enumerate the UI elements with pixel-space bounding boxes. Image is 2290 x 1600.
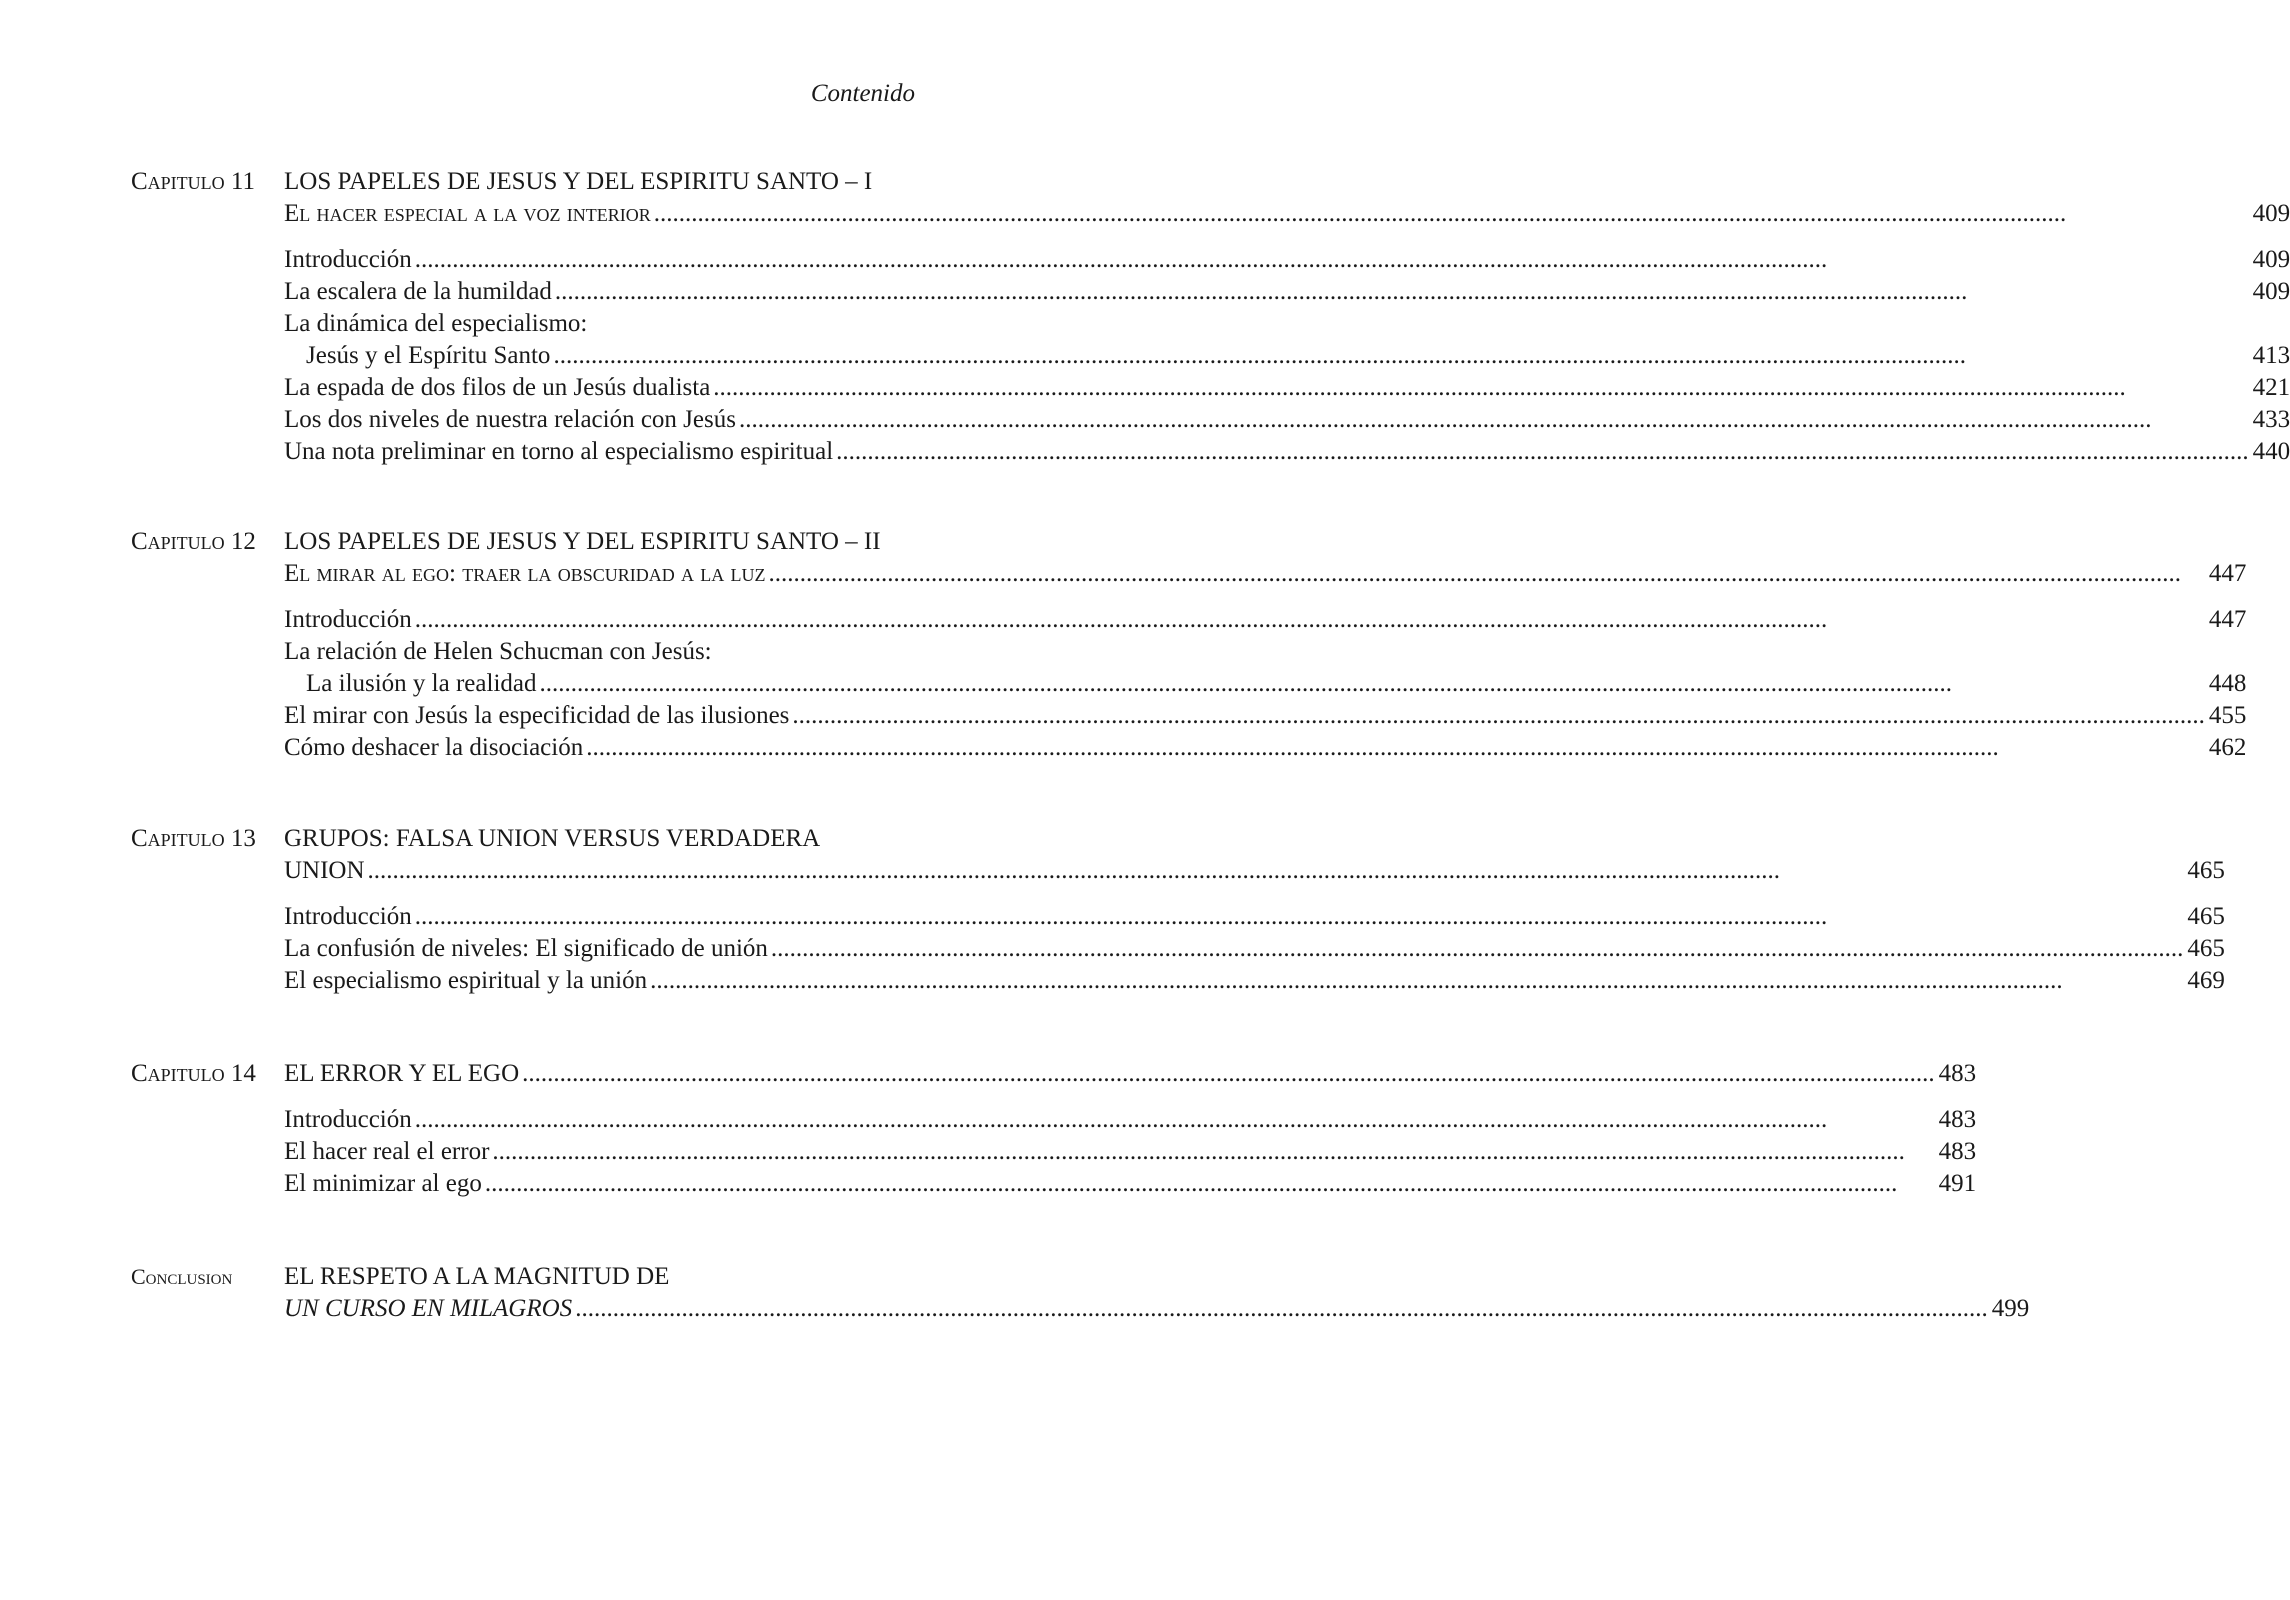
- chapter-title: LOS PAPELES DE JESUS Y DEL ESPIRITU SANTO – I: [284, 168, 873, 195]
- toc-entry: La relación de Helen Schucman con Jesús:: [284, 638, 712, 665]
- chapter-label: Capitulo 13: [131, 825, 256, 852]
- toc-entry: La ilusión y la realidad ..... 448: [284, 668, 2246, 700]
- toc-entry: Introducción ..... 483: [284, 1104, 1976, 1136]
- chapter-title: GRUPOS: FALSA UNION VERSUS VERDADERA: [284, 825, 821, 852]
- toc-entry: El mirar con Jesús la especificidad de las ilusiones ..... 455: [284, 700, 2246, 732]
- chapter-subtitle: El hacer especial a la voz interior ..... 409: [284, 198, 2290, 230]
- toc-entry: Introducción ..... 409: [284, 244, 2290, 276]
- chapter-label: Capitulo 14: [131, 1060, 256, 1087]
- chapter-14: [131, 1058, 1977, 1200]
- toc-entry: El especialismo espiritual y la unión ..... 469: [284, 965, 2225, 997]
- chapter-label: Conclusion: [131, 1264, 233, 1289]
- chapter-label: Capitulo 11: [131, 168, 255, 195]
- chapter-title-cont: UNION ..... 465: [284, 855, 2225, 887]
- toc-entry: Una nota preliminar en torno al especialismo espiritual ..... 440: [284, 436, 2290, 468]
- toc-entry: Introducción ..... 465: [284, 901, 2225, 933]
- toc-entry: Introducción ..... 447: [284, 604, 2246, 636]
- chapter-13: [131, 823, 2225, 997]
- chapter-subtitle: El mirar al ego: traer la obscuridad a la luz ..... 447: [284, 558, 2246, 590]
- toc-entry: La escalera de la humildad ..... 409: [284, 276, 2290, 308]
- running-head: Contenido: [810, 80, 915, 107]
- chapter-12: [131, 526, 2247, 764]
- toc-entry: Jesús y el Espíritu Santo ..... 413: [284, 340, 2290, 372]
- toc-entry: La espada de dos filos de un Jesús dualista ..... 421: [284, 372, 2290, 404]
- chapter-title: LOS PAPELES DE JESUS Y DEL ESPIRITU SANTO – II: [284, 528, 881, 555]
- chapter-label: Capitulo 12: [131, 528, 256, 555]
- toc-entry: El minimizar al ego ..... 491: [284, 1168, 1976, 1200]
- toc-entry: El hacer real el error ..... 483: [284, 1136, 1976, 1168]
- toc-entry: La dinámica del especialismo:: [284, 310, 588, 337]
- toc-entry: La confusión de niveles: El significado de unión ..... 465: [284, 933, 2225, 965]
- chapter-title: EL RESPETO A LA MAGNITUD DE: [284, 1263, 670, 1290]
- chapter-11: [131, 166, 2290, 468]
- conclusion: [131, 1261, 2030, 1325]
- toc-entry: Los dos niveles de nuestra relación con Jesús ..... 433: [284, 404, 2290, 436]
- toc-entry: Cómo deshacer la disociación ..... 462: [284, 732, 2246, 764]
- chapter-title: EL ERROR Y EL EGO ..... 483: [284, 1058, 1976, 1090]
- chapter-title-cont: UN CURSO EN MILAGROS ..... 499: [284, 1293, 2029, 1325]
